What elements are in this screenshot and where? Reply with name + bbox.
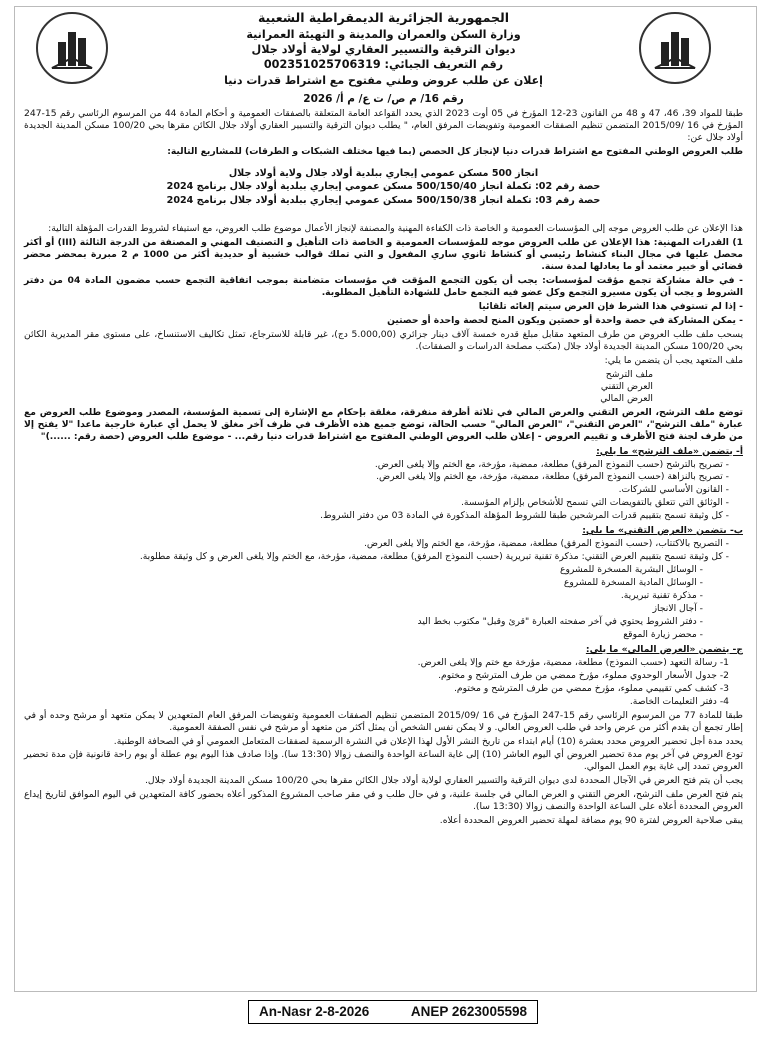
opgi-logo-left xyxy=(36,12,108,84)
technical-subitem: - آجال الانجاز xyxy=(652,603,703,614)
financial-title: ج- يتضمن «العرض المالي» ما يلي: xyxy=(585,643,743,655)
capacity-lots: - يمكن المشاركة في حصة واحدة أو حصتين ويكون المنح لحصة واحدة أو حصتين xyxy=(387,315,743,327)
opgi-logo-right xyxy=(639,12,711,84)
offer-file-item: ملف الترشح xyxy=(605,368,653,380)
candidature-item: - تصريح بالنزاهة (حسب النموذج المرفق) مطلعة، ممضية، مؤرخة، مع الختم وإلا يلغى العرض. xyxy=(376,471,729,483)
financial-item: 1- رسالة التعهد (حسب النموذج) مطلعة، ممضية، مؤرخة مع ختم وإلا يلغى العرض. xyxy=(417,656,729,668)
candidature-list xyxy=(24,459,743,523)
technical-subitem: - مذكرة تقنية تبريرية. xyxy=(620,590,703,602)
candidature-item: - الوثائق التي تتعلق بالتفويضات التي تسمح للأشخاص بإلزام المؤسسة. xyxy=(460,497,729,509)
header-office: ديوان الترقية والتسيير العقاري لولاية أولاد جلال xyxy=(251,42,516,56)
building-logo-icon xyxy=(46,22,98,74)
offer-file-item: العرض التقني xyxy=(600,380,653,392)
technical-list xyxy=(24,538,743,563)
project-item: حصة رقم 03: تكملة انجاز 500/150/38 مسكن عمومي إيجاري ببلدية أولاد جلال برنامج 2024 xyxy=(166,194,601,206)
candidature-item: - القانون الأساسي للشركات. xyxy=(618,484,729,496)
technical-subitem: - الوسائل المادية المسخرة للمشروع xyxy=(563,577,703,589)
capacity-grouping: - في حالة مشاركة تجمع مؤقت لمؤسسات: يجب أن يكون التجمع المؤقت في مؤسسات متضامنة بموجب اتفاقية التجمع حسب مضمون المادة 04 من دفتر الشروط و يجب أن يكون مسيرو التجمع وكل عضو فيه التجمع حامل للشهادة التأهيل المطلوبة. xyxy=(24,275,743,299)
technical-item: - التصريح بالاكتتاب، (حسب النموذج المرفق) مطلعة، ممضية، مؤرخة، مع الختم وإلا يلغى العرض. xyxy=(363,538,729,550)
candidature-item: - كل وثيقة تسمح بتقييم قدرات المرشحين طبقا للشروط المؤهلة المذكورة في المادة 03 من دفتر الشروط. xyxy=(320,510,729,522)
financial-item: 3- كشف كمي تقييمي مملوء، مؤرخ ممضي من طرف المترشح و مختوم. xyxy=(453,682,729,694)
closing-paragraph: طبقا للمادة 77 من المرسوم الرئاسي رقم 15-247 المؤرخ في 16 /2015/09 المتضمن تنظيم الصفقات العمومية وتفويضات المرفق العام المتعهدين لا يمكن متعهد أو مرشح وحده أو في إطار تجمع أن يقدم أكثر من عرض واحد في طلب العروض العالي. و لا يمكن نفس الشخص أن يمثل أكثر من متعهد أو مرشح في نفس الصفقة العمومية. xyxy=(24,709,743,733)
offer-file-item: العرض المالي xyxy=(600,392,653,404)
header-republic: الجمهورية الجزائرية الديمقراطية الشعبية xyxy=(257,10,510,25)
eligibility-paragraph: هذا الإعلان عن طلب العروض موجه إلى المؤسسات العمومية و الخاصة ذات الكفاءة المهنية والمصنفة لإنجاز الأعمال موضوع طلب العروض، مع استيفاء لشروط القدرات المؤهلة التالية: xyxy=(48,223,743,235)
project-item: انجاز 500 مسكن عمومي إيجاري ببلدية أولاد جلال ولاية أولاد جلال xyxy=(228,167,539,179)
technical-subitem: - الوسائل البشرية المسخرة للمشروع xyxy=(560,564,703,576)
envelope-paragraph: توضع ملف الترشح، العرض التقني والعرض المالي في ثلاثة أظرفة منفرقة، مغلقة بإحكام مع الإشارة إلى تسمية المؤسسة، المصدر وموضوع طلب العروض مع عبارة "ملف الترشح"، "العرض التقني"، "العرض المالي" حسب الحالة، توضع جميع هذه الأظرف في ظرف آخر مغلق لا يحمل أي عبارة خارجية ماعدا "لا يفتح إلا من طرف لجنة فتح الأظرف و تقييم العروض - إعلان طلب العروض الوطني المفتوح مع اشتراط قدرات دنيا رقم... - موضوع طلب العروض (حصة رقم: ......)" xyxy=(24,406,743,442)
intro-paragraph: طبقا للمواد 39، 46، 47 و 48 من القانون 23-12 المؤرخ في 05 أوت 2023 الذي يحدد القواعد العامة المتعلقة بالصفقات العمومية و أحكام المادة 44 من المرسوم الرئاسي رقم 15-247 المؤرخ في 16 /2015/09 المتضمن تنظيم الصفقات العمومية وتفويضات المرفق العام، " يطلب ديوان الترقية والتسيير العقاري أولاد جلال الكائن مقرها بحي 100/20 مسكن المدينة الجديدة أولاد جلال عن: xyxy=(24,108,744,144)
closing-paragraph: تودع العروض في آخر يوم مدة تحضير العروض أي اليوم العاشر (10) إلى غاية الساعة الواحدة والنصف زوالا (13:30 سا). وإذا صادف هذا اليوم يوم عطلة أو يوم راحة قانونية فإن مدة تحضير العروض تمدد إلى غاية يوم العمل الموالي. xyxy=(24,749,743,773)
newspaper-reference: An-Nasr 2-8-2026 xyxy=(259,1004,370,1020)
project-item: حصة رقم 02: تكملة انجاز 500/150/40 مسكن عمومي إيجاري ببلدية أولاد جلال برنامج 2024 xyxy=(166,181,601,193)
ad-number: رقم 16/ م ص/ ت ع/ م أ/ 2026 xyxy=(303,92,464,105)
technical-subitem: - محضر زيارة الموقع xyxy=(623,628,703,640)
financial-list xyxy=(24,657,743,708)
offer-intro: ملف المتعهد يجب أن يتضمن ما يلي: xyxy=(604,354,743,366)
technical-sublist xyxy=(24,564,743,641)
candidature-item: - تصريح بالترشح (حسب النموذج المرفق) مطلعة، ممضية، مؤرخة، مع الختم وإلا يلغى العرض. xyxy=(374,458,729,470)
projects-list xyxy=(24,168,743,207)
anep-reference: ANEP 2623005598 xyxy=(410,1004,527,1020)
publication-footer xyxy=(248,1000,538,1024)
withdrawal-paragraph: يسحب ملف طلب العروض من طرف المتعهد مقابل مبلغ قدره خمسة آلاف دينار جزائري (5.000,00 دج)، غير قابلة للاسترجاع، تمثل تكاليف الاستنساخ، على مستوى مقر المديرية الكائن بحي 100/20 مسكن المدينة الجديدة أولاد جلال (مكتب مصلحة الدراسات و الصفقات). xyxy=(24,328,743,352)
offer-files-list xyxy=(24,369,743,405)
closing-paragraph: يجب أن يتم فتح العرض في الآجال المحددة لدى ديوان الترقية والتسيير العقاري لولاية أولاد جلال الكائن مقرها بحي 100/20 مسكن المدينة الجديدة أولاد جلال. xyxy=(145,775,743,787)
intro-subject: طلب العروض الوطني المفتوح مع اشتراط قدرات دنيا لإنجاز كل الحصص (بما فيها مختلف الشبكات و الطرقات) للمشاريع التالية: xyxy=(167,146,743,157)
header-ministry: وزارة السكن والعمران والمدينة و التهيئة العمرانية xyxy=(246,27,521,41)
technical-subitem: - دفتر الشروط يحتوي في آخر صفحته العبارة "قرئ وقبل" مكتوب بخط اليد xyxy=(417,615,703,627)
technical-item: - كل وثيقة تسمح بتقييم العرض التقني: مذكرة تقنية تبريرية (حسب النموذج المرفق) مطلعة، ممضية، مؤرخة، مع الختم وإلا يلغى العرض و كل وثيقة مطلوبة. xyxy=(139,551,729,563)
capacity-professional: 1) القدرات المهنية: هذا الإعلان عن طلب العروض موجه للمؤسسات العمومية و الخاصة ذات التأهيل و التصنيف المهني و المصنفة من الدرجة الثالثة (III) أو أكثر محصل عليها في مجال البناء كنشاط رئيسي أو كنشاط ثانوي ساري المفعول و التي تملك قوالب خشبية أو حديدية أكثر من 1000 م 2 مبررة بمحضر محضر قضائي أو خبير معتمد أو ما يعادلها لمدة سنة. xyxy=(24,237,743,273)
closing-paragraph: يحدد مدة أجل تحضير العروض محدد بعشرة (10) أيام ابتداء من تاريخ النشر الأول لهذا الإعلان في النشرة الرسمية لصفقات المتعامل العمومي أو في الصحافة الوطنية. xyxy=(113,735,743,747)
building-logo-icon xyxy=(649,22,701,74)
technical-title: ب- يتضمن «العرض التقني» ما يلي: xyxy=(582,525,743,537)
ad-title: إعلان عن طلب عروض وطني مفتوح مع اشتراط قدرات دنيا xyxy=(224,74,543,88)
header-tax-id: رقم التعريف الجبائي: 002351025706319 xyxy=(263,58,504,72)
closing-paragraph: يبقى صلاحية العروض لفترة 90 يوم مضافة لمهلة تحضير العروض المحددة أعلاه. xyxy=(439,815,743,827)
candidature-title: أ- يتضمن «ملف الترشح» ما يلي: xyxy=(596,445,743,457)
capacity-condition: - إذا لم تستوفي هذا الشرط فإن العرض سيتم إلغائه تلقائيا xyxy=(478,301,743,313)
closing-paragraph: يتم فتح العرض ملف الترشح، العرض التقني و العرض المالي في جلسة علنية، و في حال طلب و في مقر صاحب المشروع المذكور أعلاه بحضور كافة المتعهدين في اليوم الموافق لتاريخ إيداع العروض المحددة أعلاه على الساعة الواحدة والنصف زوالا (13:30 سا). xyxy=(24,789,743,813)
document-header xyxy=(124,10,643,72)
financial-item: 2- جدول الأسعار الوحدوي مملوء، مؤرخ ممضي من طرف المترشح و مختوم. xyxy=(438,669,729,681)
financial-item: 4- دفتر التعليمات الخاصة. xyxy=(629,695,729,707)
